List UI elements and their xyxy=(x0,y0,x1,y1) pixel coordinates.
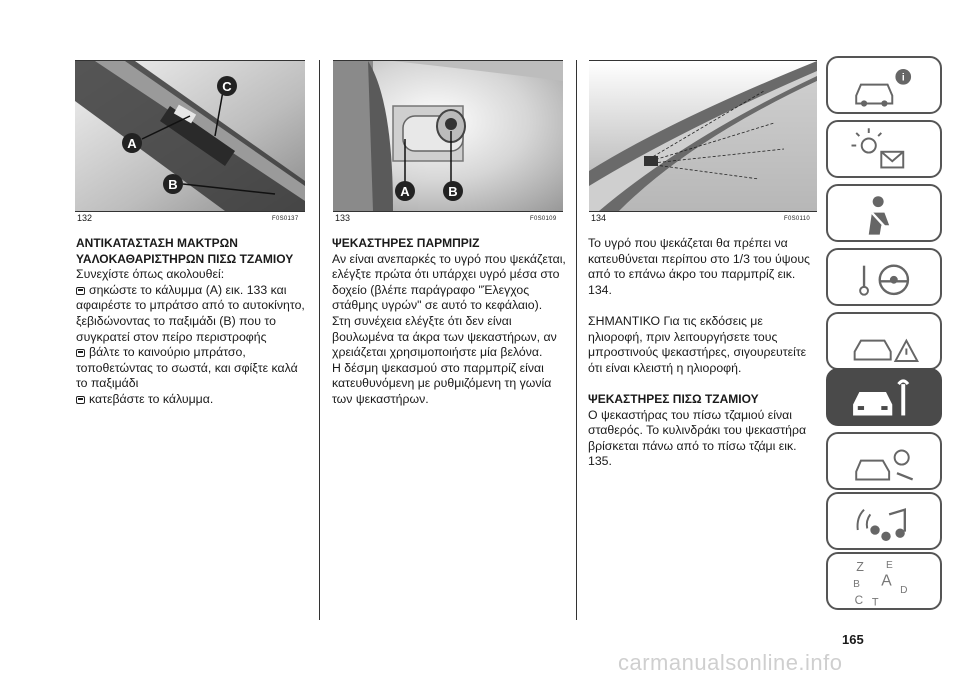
column-divider xyxy=(319,60,320,620)
maintenance-car-wrench-icon xyxy=(828,370,944,428)
figure-bottom-rule-3 xyxy=(589,211,817,212)
column-3-text xyxy=(588,236,820,470)
dashboard-info-icon xyxy=(828,58,944,116)
tab-safety[interactable] xyxy=(826,184,942,242)
lights-message-icon xyxy=(828,122,944,180)
figure-code: F0S0137 xyxy=(272,216,299,222)
index-alphabet-icon xyxy=(828,554,944,612)
checkbox-bullet-icon xyxy=(76,349,85,357)
svg-text:i: i xyxy=(901,72,905,84)
important-note: ΣΗΜΑΝΤΙΚΟ Για τις εκδόσεις με ηλιοροφή, πριν λειτουργήσετε τους μπροστινούς ψεκαστήρες, σιγουρευτείτε ότι είναι κλειστή η ηλιοροφή. xyxy=(588,313,807,375)
figure-number: 134 xyxy=(591,213,607,223)
svg-text:B: B xyxy=(853,578,860,590)
callout-c: C xyxy=(222,79,232,94)
safety-airbag-icon xyxy=(828,186,944,244)
list-item: σηκώστε το κάλυμμα (A) εικ. 133 και αφαιρέστε το μπράτσο από το αυτοκίνητο, ξεβιδώνοντας το παξιμάδι (B) που το συγκρατεί στον πείρο περιστροφής xyxy=(76,282,305,344)
section-heading: ΨΕΚΑΣΤΗΡΕΣ ΠΙΣΩ ΤΖΑΜΙΟΥ xyxy=(588,391,759,406)
figure-bottom-rule-1 xyxy=(75,211,305,212)
svg-text:T: T xyxy=(871,596,879,609)
list-item: κατεβάστε το κάλυμμα. xyxy=(76,392,308,408)
svg-text:E: E xyxy=(886,560,893,572)
starting-driving-icon xyxy=(828,250,944,308)
checkbox-bullet-icon xyxy=(76,396,85,404)
figure-code: F0S0109 xyxy=(530,216,557,222)
svg-text:A: A xyxy=(881,572,892,590)
paragraph: Το υγρό που ψεκάζεται θα πρέπει να κατευθύνεται περίπου στο 1/3 του ύψους από το επάνω άκρο του παρμπρίζ εικ. 134. xyxy=(588,236,810,297)
svg-text:C: C xyxy=(854,594,864,608)
figure-code: F0S0110 xyxy=(784,216,811,222)
paragraph: Ο ψεκαστήρας του πίσω τζαμιού είναι σταθερός. Το κυλινδράκι του ψεκαστήρα βρίσκεται πάνω από το πίσω τζάμι εικ. 135. xyxy=(588,407,807,469)
svg-text:Z: Z xyxy=(856,560,864,575)
section-heading: ΑΝΤΙΚΑΤΑΣΤΑΣΗ ΜΑΚΤΡΩΝ ΥΑΛΟΚΑΘΑΡΙΣΤΗΡΩΝ ΠΙΣΩ ΤΖΑΜΙΟΥ xyxy=(76,236,294,266)
svg-text:D: D xyxy=(900,585,908,597)
tab-driving[interactable] xyxy=(826,248,942,306)
figure-bottom-rule-2 xyxy=(333,211,563,212)
figure-number: 133 xyxy=(335,213,351,223)
tab-technical-data[interactable] xyxy=(826,432,942,490)
column-1-text xyxy=(76,236,308,408)
figure-133-callouts xyxy=(333,61,563,211)
tab-index[interactable] xyxy=(826,552,942,610)
emergency-icon xyxy=(828,314,944,372)
callout-b: B xyxy=(168,177,178,192)
checkbox-bullet-icon xyxy=(76,287,85,295)
tab-maintenance[interactable] xyxy=(826,368,942,426)
page-number: 165 xyxy=(842,632,864,647)
list-item: βάλτε το καινούριο μπράτσο, τοποθετώντας το σωστά, και σφίξτε καλά το παξιμάδι xyxy=(76,345,298,391)
figure-132-callouts xyxy=(75,61,305,211)
figure-134-spray-direction xyxy=(589,61,817,211)
paragraph: Η δέσμη ψεκασμού στο παρμπρίζ είναι κατευθυνόμενη με ρυθμιζόμενη τη γωνία των ψεκαστήρων. xyxy=(332,360,552,406)
paragraph: Αν είναι ανεπαρκές το υγρό που ψεκάζεται, ελέγξτε πρώτα ότι υπάρχει υγρό μέσα στο δοχείο (βλέπε παράγραφο "Έλεγχος στάθμης υγρών" σε αυτό το κεφάλαιο). xyxy=(332,251,566,313)
multimedia-icon xyxy=(828,494,944,552)
callout-a: A xyxy=(400,184,410,199)
section-heading: ΨΕΚΑΣΤΗΡΕΣ ΠΑΡΜΠΡΙΖ xyxy=(332,236,480,250)
technical-data-icon xyxy=(828,434,944,492)
intro-text: Συνεχίστε όπως ακολουθεί: xyxy=(76,267,225,282)
tab-dashboard[interactable] xyxy=(826,56,942,114)
tab-multimedia[interactable] xyxy=(826,492,942,550)
column-divider xyxy=(576,60,577,620)
tab-emergency[interactable] xyxy=(826,312,942,370)
tab-lights[interactable] xyxy=(826,120,942,178)
callout-b: B xyxy=(448,184,458,199)
column-2-text xyxy=(332,236,566,408)
paragraph: Στη συνέχεια ελέγξτε ότι δεν είναι βουλωμένα τα άκρα των ψεκαστήρων, αν χρειάζεται χρησιμοποιήστε μία βελόνα. xyxy=(332,313,557,360)
watermark: carmanualsonline.info xyxy=(618,650,843,675)
figure-number: 132 xyxy=(77,213,93,223)
callout-a: A xyxy=(127,136,137,151)
